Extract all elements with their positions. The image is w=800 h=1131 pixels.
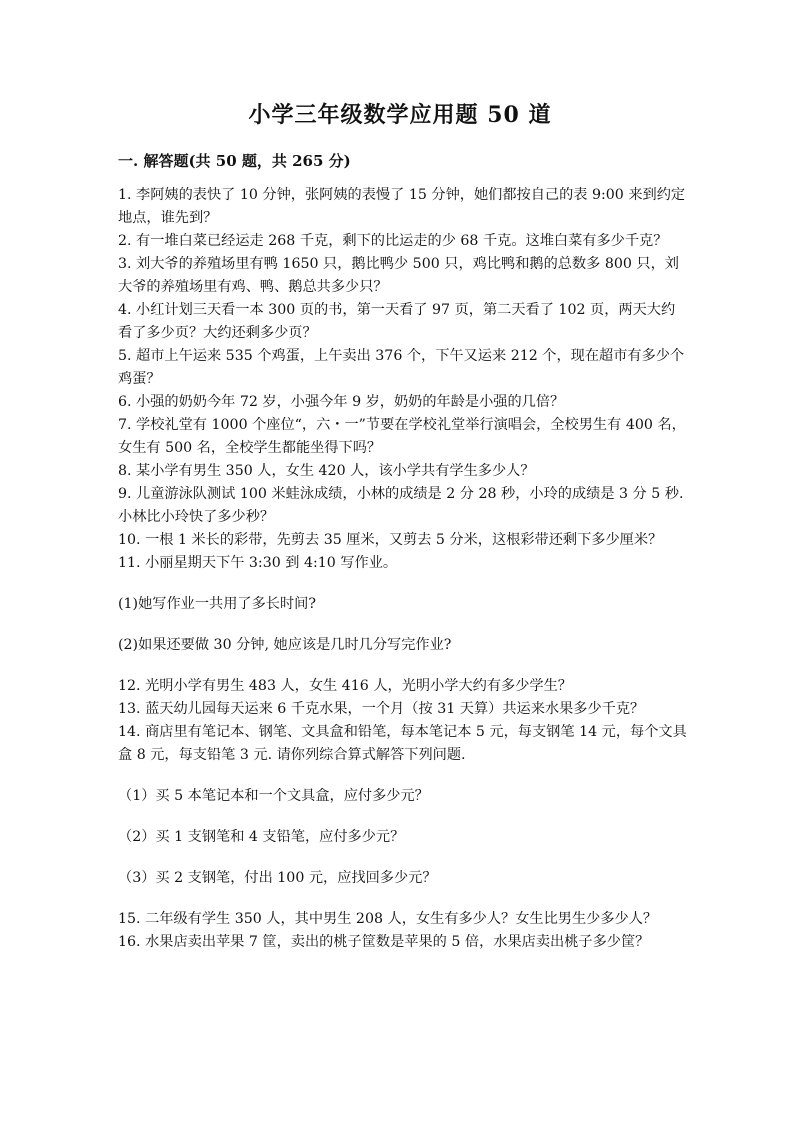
question-2: 2. 有一堆白菜已经运走 268 千克，剩下的比运走的少 68 千克。这堆白菜有多少千克？: [118, 233, 668, 249]
page-title: 小学三年级数学应用题 50 道: [248, 102, 552, 128]
question-14-part-1: （1）买 5 本笔记本和一个文具盒，应付多少元？: [118, 788, 429, 804]
question-4: 4. 小红计划三天看一本 300 页的书，第一天看了 97 页，第二天看了 102 页，两天大约看了多少页？大约还剩多少页？: [118, 302, 676, 341]
question-1: 1. 李阿姨的表快了 10 分钟，张阿姨的表慢了 15 分钟，她们都按自己的表 9:00 来到约定地点，谁先到？: [118, 187, 686, 226]
question-14-part-3: （3）买 2 支钢笔，付出 100 元，应找回多少元？: [118, 870, 437, 886]
question-13: 13. 蓝天幼儿园每天运来 6 千克水果，一个月（按 31 天算）共运来水果多少千克？: [118, 701, 645, 717]
question-16: 16. 水果店卖出苹果 7 筐，卖出的桃子筐数是苹果的 5 倍，水果店卖出桃子多少筐？: [118, 934, 650, 950]
question-3: 3. 刘大爷的养殖场里有鸭 1650 只，鹅比鸭少 500 只，鸡比鸭和鹅的总数多 800 只，刘大爷的养殖场里有鸡、鸭、鹅总共多少只？: [118, 256, 679, 295]
question-11: 11. 小丽星期天下午 3:30 到 4:10 写作业。: [118, 555, 398, 571]
question-list: [118, 184, 688, 954]
question-14: 14. 商店里有笔记本、钢笔、文具盒和铅笔，每本笔记本 5 元，每支钢笔 14 元，每个文具盒 8 元，每支铅笔 3 元. 请你列综合算式解答下列问题.: [118, 724, 687, 763]
section-heading: 一. 解答题(共 50 题，共 265 分): [118, 152, 351, 170]
question-11-part-2: (2)如果还要做 30 分钟, 她应该是几时几分写完作业?: [118, 637, 452, 653]
question-6: 6. 小强的奶奶今年 72 岁，小强今年 9 岁，奶奶的年龄是小强的几倍？: [118, 394, 565, 410]
question-8: 8. 某小学有男生 350 人，女生 420 人，该小学共有学生多少人？: [118, 463, 535, 479]
question-15: 15. 二年级有学生 350 人，其中男生 208 人，女生有多少人？女生比男生少多少人？: [118, 911, 658, 927]
question-9: 9. 儿童游泳队测试 100 米蛙泳成绩，小林的成绩是 2 分 28 秒，小玲的成绩是 3 分 5 秒. 小林比小玲快了多少秒？: [118, 486, 684, 525]
question-7: 7. 学校礼堂有 1000 个座位“，六・一”节要在学校礼堂举行演唱会，全校男生有 400 名，女生有 500 名，全校学生都能坐得下吗？: [118, 417, 686, 456]
question-11-part-1: (1)她写作业一共用了多长时间?: [118, 596, 316, 612]
question-12: 12. 光明小学有男生 483 人，女生 416 人，光明小学大约有多少学生？: [118, 678, 572, 694]
question-14-part-2: （2）买 1 支钢笔和 4 支铅笔，应付多少元？: [118, 829, 405, 845]
question-10: 10. 一根 1 米长的彩带，先剪去 35 厘米，又剪去 5 分米，这根彩带还剩下多少厘米？: [118, 532, 663, 548]
question-5: 5. 超市上午运来 535 个鸡蛋，上午卖出 376 个，下午又运来 212 个，现在超市有多少个鸡蛋？: [118, 348, 685, 387]
